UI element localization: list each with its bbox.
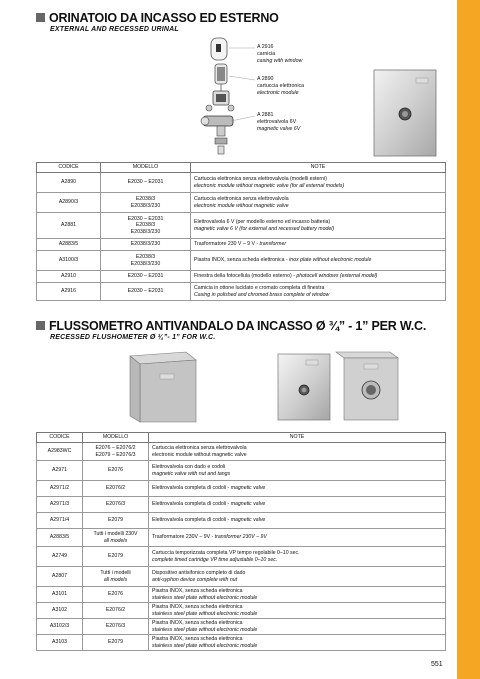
table-row: A2883/5 Tutti i modelli 230V all models Trasformatore 230V – 9V - transformer 230V – 9V [37, 529, 446, 547]
table-row: A2971 E2076 Elettrovalvola con dado e codoli magnetic valve with nut and tangs [37, 461, 446, 481]
title-square-icon [36, 321, 45, 330]
table-row: A2916 E2030 – E2031 Camicia in ottone lucidato e cromato completa di finestra Casing in polished and chromed brass complete of window [37, 283, 446, 301]
callout-magnetic-valve: A 2881 elettrovalvola 6V magnetic valve 6V [257, 112, 301, 132]
section2-subtitle: RECESSED FLUSHOMETER Ø ¾”- 1” FOR W.C. [50, 334, 216, 341]
table-row: A2910 E2030 – E2031 Finestra della fotocellula (modello esterno) - photocell windows (external model) [37, 271, 446, 283]
table-row: A3103 E2079 Piastra INOX, senza scheda elettronica stainless steel plate without electronic module [37, 635, 446, 651]
table-row: A2971/4 E2079 Elettrovalvola completa di codoli - magnetic valve [37, 513, 446, 529]
table-header-row [37, 163, 446, 173]
col-header-notes: NOTE [191, 163, 446, 173]
section2-title: FLUSSOMETRO ANTIVANDALO DA INCASSO Ø ¾” - 1” PER W.C. [36, 319, 426, 333]
table-row: A2749 E2079 Cartuccia temporizzata completa VP tempo regolabile 0–10 sec. complete timed cartridge VP time adjustable 0–10 sec. [37, 547, 446, 567]
table-header-row [37, 433, 446, 443]
table-row: A3101 E2076 Piastra INOX, senza scheda elettronica stainless steel plate without electronic module [37, 587, 446, 603]
spare-parts-table-flushometer [36, 432, 446, 651]
table-row: A2890/3 E2038/3 E2038/3/230 Cartuccia elettronica senza elettrovalvola electronic module without magnetic valve [37, 193, 446, 213]
table-row: A2890 E2030 – E2031 Cartuccia elettronica senza elettrovalvola (modelli esterni) electronic module without magnetic valve (for all external models) [37, 173, 446, 193]
urinal-steel-plate-drawing [372, 68, 438, 158]
table-row: A2883/5 E2038/3/230 Trasformatore 230 V – 9 V - transformer [37, 239, 446, 251]
table-row: A3100/3 E2038/3 E2038/3/230 Piastra INOX, senza scheda elettronica - inox plate without electronic module [37, 251, 446, 271]
title-square-icon [36, 13, 45, 22]
col-header-code: CODICE [37, 433, 83, 443]
page-number: 551 [431, 661, 443, 668]
col-header-model: MODELLO [83, 433, 149, 443]
flushometer-drawings [110, 350, 446, 422]
col-header-model: MODELLO [101, 163, 191, 173]
table-row: A2807 Tutti i modelli all models Dispositivo antisifonico completo di dado anti-syphon device complete with nut [37, 567, 446, 587]
section1-subtitle: EXTERNAL AND RECESSED URINAL [50, 26, 179, 33]
callout-casing: A 2916 carnicia casing with window [257, 44, 303, 64]
table-row: A2971/3 E2076/3 Elettrovalvola completa di codoli - magnetic valve [37, 497, 446, 513]
table-row: A3102 E2076/2 Piastra INOX, senza scheda elettronica stainless steel plate without electronic module [37, 603, 446, 619]
table-row: A2971/2 E2076/2 Elettrovalvola completa di codoli - magnetic valve [37, 481, 446, 497]
table-row: A2881 E2030 – E2031 E2038/3 E2038/3/230 Elettrovalvola 6 V (per modello esterno ed incasso batteria) magnetic valve 6 V (for external and recessed battery model) [37, 213, 446, 239]
spare-parts-table-urinal [36, 162, 446, 301]
col-header-code: CODICE [37, 163, 101, 173]
table-row: A2983WC E2076 – E2076/2 E2079 – E2076/3 Cartuccia elettronica senza elettrovalvola electronic module without magnetic valve [37, 443, 446, 461]
table-row: A3102/3 E2076/3 Piastra INOX, senza scheda elettronica stainless steel plate without electronic module [37, 619, 446, 635]
col-header-notes: NOTE [149, 433, 446, 443]
section1-title: ORINATOIO DA INCASSO ED ESTERNO [36, 11, 279, 25]
side-color-tab [457, 0, 480, 679]
callout-electronic-module: A 2890 cartuccia elettronica electronic module [257, 76, 305, 96]
urinal-parts-exploded-drawing [195, 36, 255, 156]
